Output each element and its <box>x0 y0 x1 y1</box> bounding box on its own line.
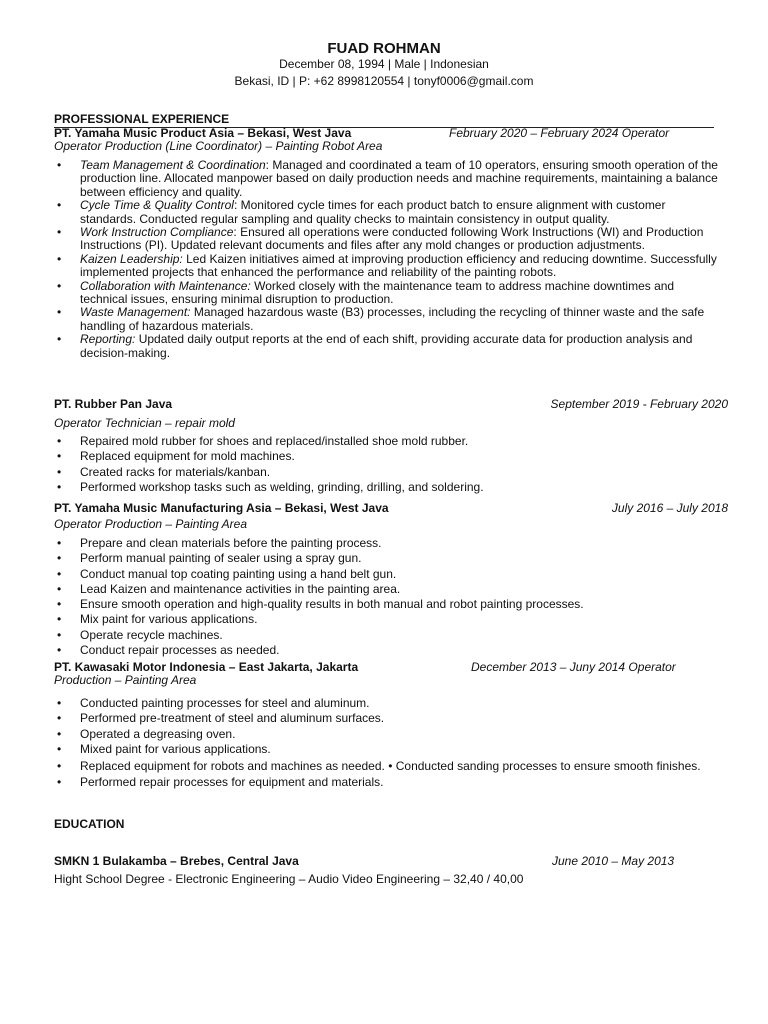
list-item: • Repaired mold rubber for shoes and replaced/installed shoe mold rubber. <box>54 434 722 449</box>
job-bullet-list <box>54 159 722 360</box>
job-bullet-list <box>54 434 722 495</box>
bullet-label: Team Management & Coordination <box>80 158 266 172</box>
job-company: PT. Rubber Pan Java <box>54 397 173 411</box>
bullet-label: Cycle Time & Quality Control <box>80 198 234 213</box>
list-item: • Conduct manual top coating painting using a hand belt gun. <box>54 567 722 582</box>
bullet-text: Managed and coordinated a team of 10 operators, ensuring smooth operation of the production line. Allocated manpower based on daily production needs and machine requirements, maintaining a balance between efficiency and quality. <box>80 158 718 199</box>
job-dates: September 2019 - February 2020 <box>550 397 728 411</box>
list-item: • Mixed paint for various applications. <box>54 742 722 757</box>
list-item: • Conduct repair processes as needed. <box>54 643 722 658</box>
bullet-label: Kaizen Leadership: <box>80 251 183 266</box>
bullet-text: Managed hazardous waste (B3) processes, including the recycling of thinner waste and the safe handling of hazardous materials. <box>80 305 705 333</box>
list-item: • Lead Kaizen and maintenance activities in the painting area. <box>54 582 722 597</box>
education-degree: Hight School Degree - Electronic Engineering – Audio Video Engineering – 32,40 / 40,00 <box>54 872 524 886</box>
list-item <box>54 280 722 307</box>
bullet-text: Monitored cycle times for each product batch to ensure alignment with customer standards. Conducted regular sampling and quality checks to maintain consistency in output quality. <box>80 198 666 226</box>
personal-info-line: December 08, 1994 | Male | Indonesian <box>279 57 489 71</box>
list-item: • Perform manual painting of sealer using a spray gun. <box>54 551 722 566</box>
job-role: Operator Production (Line Coordinator) – Painting Robot Area <box>54 139 383 153</box>
bullet-label: Reporting: <box>80 332 136 347</box>
candidate-name: FUAD ROHMAN <box>327 40 441 57</box>
bullet-label: Work Instruction Compliance <box>80 225 234 240</box>
section-title-experience: PROFESSIONAL EXPERIENCE <box>54 112 230 126</box>
list-item: • Prepare and clean materials before the painting process. <box>54 536 722 551</box>
bullet-text: Worked closely with the maintenance team to address machine downtimes and technical issues, ensuring minimal disruption to production. <box>80 278 675 307</box>
section-title-education: EDUCATION <box>54 817 125 831</box>
list-item <box>54 253 722 280</box>
job-bullet-list <box>54 536 722 658</box>
education-school: SMKN 1 Bulakamba – Brebes, Central Java <box>54 854 299 868</box>
contact-info-line: Bekasi, ID | P: +62 8998120554 | tonyf0006@gmail.com <box>234 74 534 88</box>
list-item <box>54 333 722 360</box>
education-dates: June 2010 – May 2013 <box>552 854 675 868</box>
list-item: • Cycle Time & Quality Control: Monitored cycle times for each product batch to ensure alignment with customer standards. Conducted regular sampling and quality checks to maintain consistency in output quality. <box>54 199 722 226</box>
bullet-label: Waste Management: <box>80 305 191 320</box>
job-dates: December 2013 – Juny 2014 Operator <box>471 660 676 674</box>
bullet-text: Led Kaizen initiatives aimed at improving production efficiency and reducing downtime. Successfully implemented projects that enhanced the performance and reliability of the painting robots. <box>80 251 717 280</box>
list-item: • Ensure smooth operation and high-quality results in both manual and robot painting processes. <box>54 597 722 612</box>
job-company: PT. Yamaha Music Manufacturing Asia – Bekasi, West Java <box>54 501 389 515</box>
list-item: • Replaced equipment for robots and machines as needed. • Conducted sanding processes to ensure smooth finishes. <box>54 760 722 773</box>
bullet-text: Ensured all operations were conducted following Work Instructions (WI) and Production Instructions (PI). Updated relevant documents and files after any mold changes or production adjustments. <box>80 225 704 253</box>
list-item: • Mix paint for various applications. <box>54 612 722 627</box>
job-role: Operator Technician – repair mold <box>54 416 235 430</box>
list-item: • Operated a degreasing oven. <box>54 727 722 742</box>
list-item: • Team Management & Coordination: Managed and coordinated a team of 10 operators, ensuring smooth operation of the production line. Allocated manpower based on daily production needs and machine requirements, maintaining a balance between efficiency and quality. <box>54 159 722 199</box>
job-role: Production – Painting Area <box>54 673 197 687</box>
list-item: • Created racks for materials/kanban. <box>54 465 722 480</box>
job-dates: July 2016 – July 2018 <box>611 501 728 515</box>
list-item: • Work Instruction Compliance: Ensured all operations were conducted following Work Instructions (WI) and Production Instructions (PI). Updated relevant documents and files after any mold changes or production adjustments. <box>54 226 722 253</box>
list-item: • Performed repair processes for equipment and materials. <box>54 776 722 789</box>
job-bullet-list <box>54 696 722 757</box>
list-item: • Performed pre-treatment of steel and aluminum surfaces. <box>54 711 722 726</box>
job-company: PT. Yamaha Music Product Asia – Bekasi, West Java <box>54 126 352 140</box>
list-item: • Conducted painting processes for steel and aluminum. <box>54 696 722 711</box>
bullet-text: Updated daily output reports at the end of each shift, providing accurate data for production analysis and decision-making. <box>80 332 693 360</box>
bullet-label: Collaboration with Maintenance: <box>80 278 251 293</box>
job-role: Operator Production – Painting Area <box>54 517 248 531</box>
job-bullet-list <box>54 760 722 790</box>
job-dates: February 2020 – February 2024 Operator <box>449 126 670 140</box>
job-company: PT. Kawasaki Motor Indonesia – East Jakarta, Jakarta <box>54 660 359 674</box>
list-item <box>54 306 722 333</box>
list-item: • Performed workshop tasks such as welding, grinding, drilling, and soldering. <box>54 480 722 495</box>
list-item: • Operate recycle machines. <box>54 628 722 643</box>
list-item: • Replaced equipment for mold machines. <box>54 449 722 464</box>
